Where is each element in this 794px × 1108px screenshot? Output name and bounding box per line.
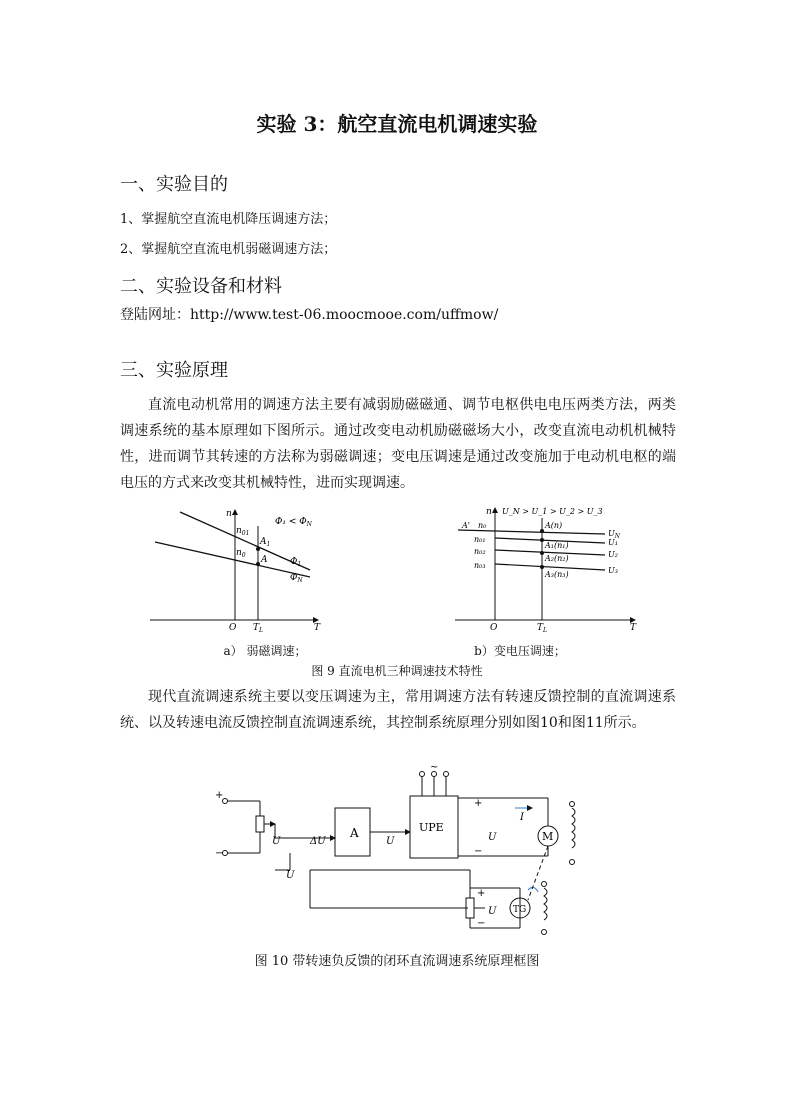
- n01-label: n₀₁: [474, 535, 486, 544]
- figure-9a-caption: a） 弱磁调速；: [223, 644, 307, 658]
- utg-minus: −: [477, 918, 486, 929]
- phi1-label: $\Phi_1$: [290, 557, 302, 568]
- t-label: T: [630, 623, 637, 633]
- t-label: T: [314, 623, 321, 633]
- utg-plus: +: [477, 888, 486, 899]
- condition-label: $\Phi_1 < \Phi_N$: [275, 517, 312, 528]
- m-label: M: [542, 830, 554, 843]
- utg-label: U: [488, 906, 497, 917]
- point-a: [256, 562, 260, 566]
- figure-10-diagram: [210, 762, 590, 948]
- n0-label: n₀: [478, 521, 487, 530]
- o-label: O: [229, 623, 237, 633]
- section-1-heading: 一、实验目的: [120, 174, 228, 195]
- a1-label: A₁(n₁): [545, 541, 569, 550]
- un-feedback-label: U: [286, 870, 295, 881]
- n-label: n: [226, 509, 232, 519]
- an-label: A(n): [545, 521, 563, 530]
- u2-label: U₂: [608, 550, 618, 559]
- tg-label: TG: [513, 905, 527, 915]
- ud-minus: −: [474, 846, 483, 857]
- a3-label: A₃(n₃): [545, 570, 569, 579]
- minus-sign: −: [215, 848, 224, 859]
- n-label: n: [486, 507, 492, 517]
- section-3-heading: 三、实验原理: [120, 360, 228, 381]
- potentiometer: [256, 816, 264, 832]
- order-label: U_N > U_1 > U_2 > U_3: [502, 507, 603, 516]
- login-url-text: 登陆网址：http://www.test-06.moocmooe.com/uffmow/: [120, 307, 499, 323]
- a2-label: A₂(n₂): [545, 554, 569, 563]
- objective-2: 2、掌握航空直流电机弱磁调速方法；: [120, 242, 337, 257]
- phin-label: $\Phi_N$: [290, 573, 303, 584]
- field-winding: [572, 808, 575, 848]
- n0-label: $n_0$: [236, 548, 246, 559]
- point-a1: [256, 547, 260, 551]
- plus-sign: +: [215, 790, 224, 801]
- uc-label: U: [386, 836, 395, 847]
- a-label: A: [350, 826, 359, 840]
- principle-paragraph-2: 现代直流调速系统主要以变压调速为主，常用调速方法有转速反馈控制的直流调速系统、以及转速电流反馈控制直流调速系统，其控制系统原理分别如图10和图11所示。: [120, 689, 676, 731]
- n03-label: n₀₃: [474, 561, 486, 570]
- a-label: A: [261, 555, 268, 565]
- un-label: $U_N$: [608, 529, 620, 540]
- principle-paragraph-1: 直流电动机常用的调速方法主要有减弱励磁磁通、调节电枢供电电压两类方法，两类调速系统的基本原理如下图所示。通过改变电动机励磁磁场大小，改变直流电动机机械特性，进而调节其转速的方法称为弱磁调速；变电压调速是通过改变施加于电动机电枢的端电压的方式来改变其机械特性，进而实现调速。: [120, 397, 676, 491]
- o-label: O: [490, 623, 498, 633]
- tl-label: $T_L$: [537, 623, 547, 634]
- ud-label: U: [488, 832, 497, 843]
- n01-label: $n_{01}$: [236, 526, 250, 537]
- u3-label: U₃: [608, 566, 618, 575]
- figure-9b-caption: b）变电压调速；: [474, 644, 566, 658]
- objective-1: 1、掌握航空直流电机降压调速方法；: [120, 212, 337, 227]
- a1-label: $A_1$: [260, 537, 271, 548]
- aprime-label: A': [462, 521, 470, 530]
- un-line: [458, 530, 605, 534]
- n02-label: n₀₂: [474, 547, 486, 556]
- figure-9a-graph: [140, 502, 330, 652]
- delta-un-label: ΔU: [310, 836, 326, 847]
- figure-10-caption: 图 10 带转速负反馈的闭环直流调速系统原理框图: [254, 954, 540, 969]
- upe-label: UPE: [419, 821, 444, 834]
- u1-label: U₁: [608, 538, 618, 547]
- page-title: 实验 3：航空直流电机调速实验: [256, 112, 538, 136]
- un-star-label: U: [272, 836, 281, 847]
- tl-label: $T_L$: [253, 623, 263, 634]
- figure-9b-graph: [440, 500, 640, 650]
- ud-plus: +: [474, 798, 483, 809]
- ac-label: ~: [430, 762, 439, 773]
- id-label: I: [520, 812, 524, 823]
- figure-9-caption: 图 9 直流电机三种调速技术特性: [311, 664, 483, 678]
- section-2-heading: 二、实验设备和材料: [120, 276, 282, 297]
- tg-winding: [544, 888, 547, 920]
